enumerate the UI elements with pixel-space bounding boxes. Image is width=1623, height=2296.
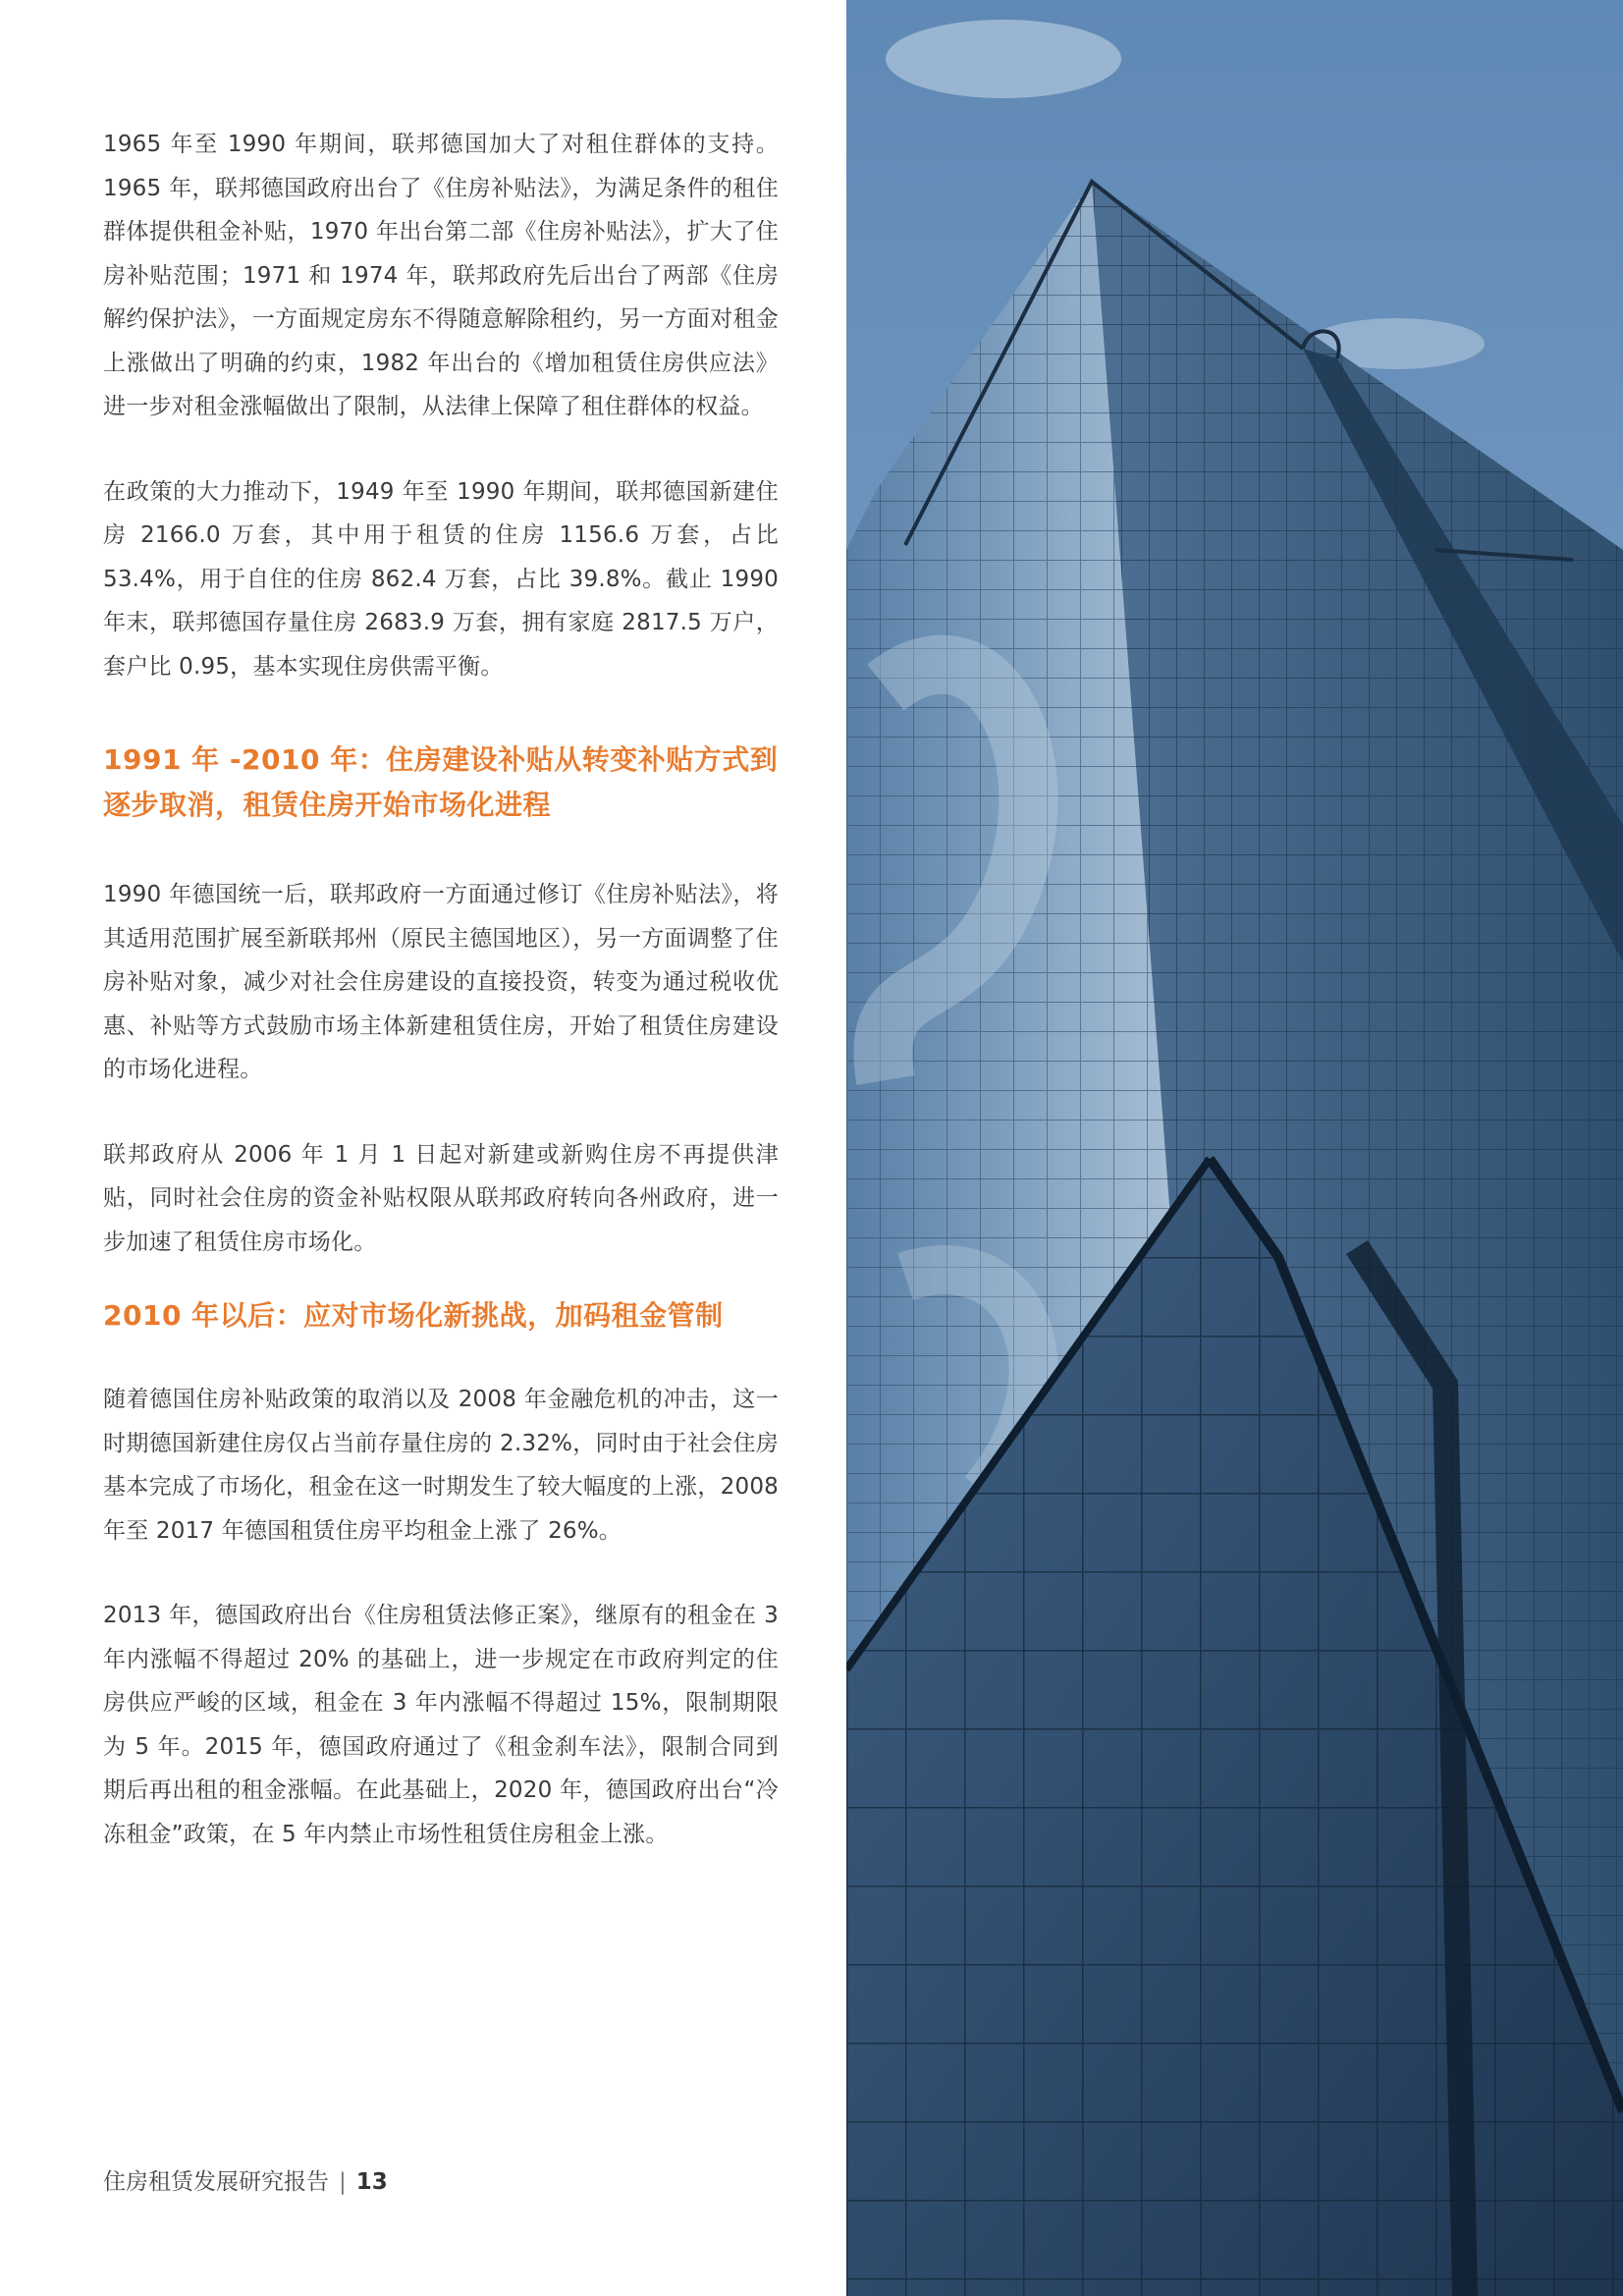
- section-heading-1991-2010: 1991 年 -2010 年：住房建设补贴从转变补贴方式到逐步取消，租赁住房开始市场化进程: [103, 743, 779, 821]
- paragraph-1990-support: 1965 年至 1990 年期间，联邦德国加大了对租住群体的支持。1965 年，联邦德国政府出台了《住房补贴法》，为满足条件的租住群体提供租金补贴，1970 年出台第二部《住房补贴法》，扩大了住房补贴范围；1971 和 1974 年，联邦政府先后出台了两部《住房解约保护法》，一方面规定房东不得随意解除租约，另一方面对租金上涨做出了明确的约束，1982 年出台的《增加租赁住房供应法》进一步对租金涨幅做出了限制，从法律上保障了租住群体的权益。: [103, 132, 779, 419]
- paragraph-2006-subsidy: 联邦政府从 2006 年 1 月 1 日起对新建或新购住房不再提供津贴，同时社会住房的资金补贴权限从联邦政府转向各州政府，进一步加速了租赁住房市场化。: [103, 1141, 779, 1255]
- skyscraper-photo-icon: [846, 0, 1623, 2296]
- paragraph-housing-stats: 在政策的大力推动下，1949 年至 1990 年期间，联邦德国新建住房 2166.0 万套，其中用于租赁的住房 1156.6 万套，占比 53.4%，用于自住的住房 862.4 万套，占比 39.8%。截止 1990 年末，联邦德国存量住房 2683.9 万套，拥有家庭 2817.5 万户，套户比 0.95，基本实现住房供需平衡。: [103, 478, 779, 680]
- article-body: [103, 123, 779, 1856]
- section-heading-2010-after: 2010 年以后：应对市场化新挑战，加码租金管制: [103, 1299, 724, 1332]
- paragraph-2008-crisis: 随着德国住房补贴政策的取消以及 2008 年金融危机的冲击，这一时期德国新建住房仅占当前存量住房的 2.32%，同时由于社会住房基本完成了市场化，租金在这一时期发生了较大幅度的上涨，2008 年至 2017 年德国租赁住房平均租金上涨了 26%。: [103, 1387, 779, 1544]
- paragraph-reunification: 1990 年德国统一后，联邦政府一方面通过修订《住房补贴法》，将其适用范围扩展至新联邦州（原民主德国地区），另一方面调整了住房补贴对象，减少对社会住房建设的直接投资，转变为通过税收优惠、补贴等方式鼓励市场主体新建租赁住房，开始了租赁住房建设的市场化进程。: [103, 882, 779, 1082]
- page-number: 13: [355, 2169, 388, 2195]
- footer-separator: |: [339, 2169, 347, 2195]
- page-footer: [103, 2162, 388, 2202]
- paragraph-rent-control: 2013 年，德国政府出台《住房租赁法修正案》，继原有的租金在 3 年内涨幅不得超过 20% 的基础上，进一步规定在市政府判定的住房供应严峻的区域，租金在 3 年内涨幅不得超过 15%，限制期限为 5 年。2015 年，德国政府通过了《租金刹车法》，限制合同到期后再出租的租金涨幅。在此基础上，2020 年，德国政府出台“冷冻租金”政策，在 5 年内禁止市场性租赁住房租金上涨。: [103, 1603, 779, 1847]
- footer-report-title: 住房租赁发展研究报告: [103, 2169, 329, 2195]
